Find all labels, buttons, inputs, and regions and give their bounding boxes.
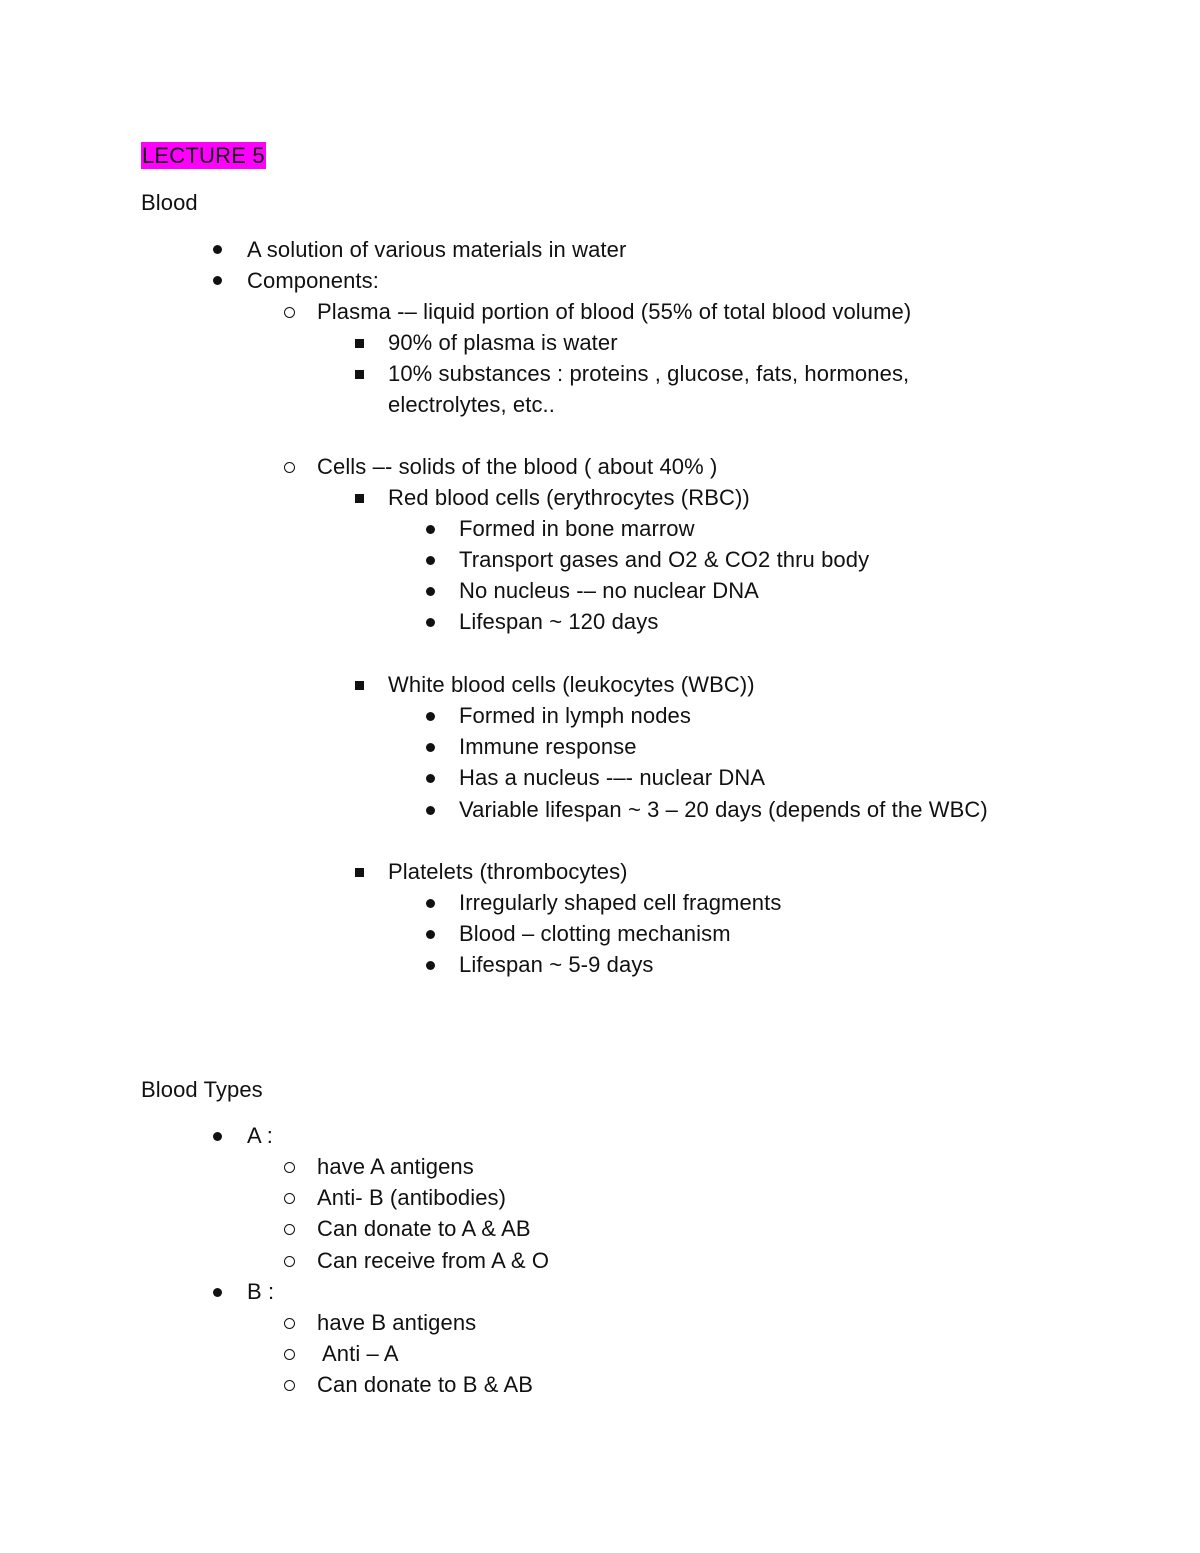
- bullet-disc-icon: [426, 556, 435, 565]
- list-item: Blood – clotting mechanism: [459, 921, 731, 946]
- bullet-circle-icon: [284, 462, 295, 473]
- bullet-circle-icon: [284, 1193, 295, 1204]
- list-item-platelets: Platelets (thrombocytes): [388, 859, 628, 884]
- bullet-disc-icon: [426, 618, 435, 627]
- list-item-rbc: Red blood cells (erythrocytes (RBC)): [388, 485, 750, 510]
- section-heading-blood: Blood: [141, 190, 198, 215]
- section-heading-blood-types: Blood Types: [141, 1077, 263, 1102]
- bullet-disc-icon: [426, 930, 435, 939]
- bullet-circle-icon: [284, 307, 295, 318]
- list-item: No nucleus -– no nuclear DNA: [459, 578, 759, 603]
- list-item-plasma: Plasma -– liquid portion of blood (55% of total blood volume): [317, 299, 912, 324]
- list-item: 90% of plasma is water: [388, 330, 618, 355]
- list-item: Can receive from A & O: [317, 1248, 550, 1273]
- list-item-wbc: White blood cells (leukocytes (WBC)): [388, 672, 755, 697]
- bullet-disc-icon: [426, 587, 435, 596]
- bullet-disc-icon: [213, 245, 222, 254]
- list-item: Anti- B (antibodies): [317, 1185, 507, 1210]
- list-item-type-a: A :: [247, 1123, 273, 1148]
- bullet-circle-icon: [284, 1224, 295, 1235]
- list-item-type-b: B :: [247, 1279, 275, 1304]
- list-item: A solution of various materials in water: [247, 237, 627, 262]
- list-item: Anti – A: [317, 1341, 399, 1366]
- bullet-disc-icon: [426, 806, 435, 815]
- list-item: Can donate to A & AB: [317, 1216, 531, 1241]
- bullet-square-icon: [355, 494, 364, 503]
- bullet-circle-icon: [284, 1380, 295, 1391]
- bullet-disc-icon: [213, 276, 222, 285]
- bullet-circle-icon: [284, 1349, 295, 1360]
- bullet-disc-icon: [426, 899, 435, 908]
- bullet-disc-icon: [426, 961, 435, 970]
- list-item: Variable lifespan ~ 3 – 20 days (depends of the WBC): [459, 797, 988, 822]
- bullet-circle-icon: [284, 1318, 295, 1329]
- list-item: Irregularly shaped cell fragments: [459, 890, 782, 915]
- list-item-cells: Cells –- solids of the blood ( about 40% ): [317, 454, 718, 479]
- bullet-square-icon: [355, 681, 364, 690]
- list-item: Lifespan ~ 120 days: [459, 609, 659, 634]
- bullet-disc-icon: [426, 774, 435, 783]
- bullet-disc-icon: [213, 1132, 222, 1141]
- bullet-square-icon: [355, 868, 364, 877]
- list-item: Formed in lymph nodes: [459, 703, 691, 728]
- list-item: Can donate to B & AB: [317, 1372, 534, 1397]
- list-item: Components:: [247, 268, 379, 293]
- list-item-continuation: electrolytes, etc..: [388, 392, 555, 417]
- list-item: have B antigens: [317, 1310, 477, 1335]
- bullet-square-icon: [355, 339, 364, 348]
- list-item: Transport gases and O2 & CO2 thru body: [459, 547, 870, 572]
- bullet-square-icon: [355, 370, 364, 379]
- list-item: Lifespan ~ 5-9 days: [459, 952, 654, 977]
- bullet-disc-icon: [426, 525, 435, 534]
- bullet-disc-icon: [426, 712, 435, 721]
- list-item: Immune response: [459, 734, 637, 759]
- bullet-disc-icon: [213, 1288, 222, 1297]
- list-item: Formed in bone marrow: [459, 516, 695, 541]
- bullet-disc-icon: [426, 743, 435, 752]
- lecture-title: LECTURE 5: [142, 143, 265, 168]
- list-item: have A antigens: [317, 1154, 474, 1179]
- bullet-circle-icon: [284, 1162, 295, 1173]
- list-item: 10% substances : proteins , glucose, fats, hormones,: [388, 361, 910, 386]
- bullet-circle-icon: [284, 1256, 295, 1267]
- list-item: Has a nucleus -–- nuclear DNA: [459, 765, 766, 790]
